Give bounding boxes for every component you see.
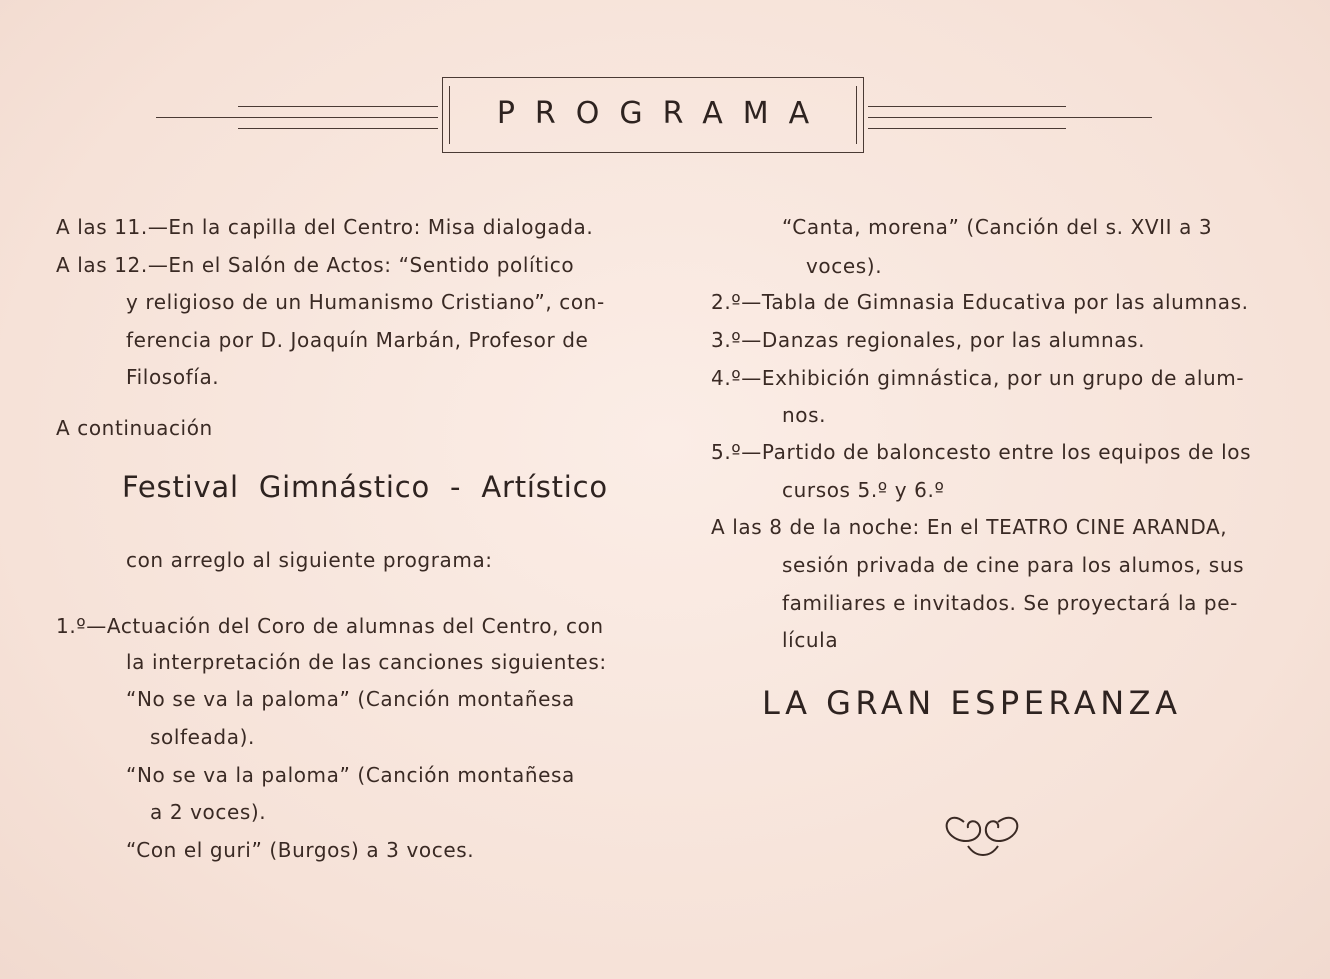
film-title: LA GRAN ESPERANZA	[762, 684, 1182, 722]
item-1: 1.º—Actuación del Coro de alumnas del Centro, con	[56, 614, 604, 638]
song-2-line2: a 2 voces).	[150, 800, 267, 824]
item-5-line2: cursos 5.º y 6.º	[782, 478, 945, 502]
evening-session-line2: sesión privada de cine para los alumos, sus	[782, 553, 1245, 577]
item-2: 2.º—Tabla de Gimnasia Educativa por las alumnas.	[711, 290, 1249, 314]
festival-heading: Festival Gimnástico - Artístico	[122, 470, 608, 504]
evening-session-line4: lícula	[782, 628, 839, 652]
item-4: 4.º—Exhibición gimnástica, por un grupo de alum-	[711, 366, 1245, 390]
continuation-label: A continuación	[56, 416, 213, 440]
program-intro: con arreglo al siguiente programa:	[126, 548, 493, 572]
schedule-11: A las 11.—En la capilla del Centro: Misa dialogada.	[56, 215, 594, 239]
schedule-12-line2: y religioso de un Humanismo Cristiano”, con-	[126, 290, 605, 314]
schedule-12-line4: Filosofía.	[126, 365, 220, 389]
item-4-line2: nos.	[782, 403, 827, 427]
page-title: PROGRAMA	[496, 96, 830, 131]
item-1-line2: la interpretación de las canciones siguientes:	[126, 650, 607, 674]
song-2: “No se va la paloma” (Canción montañesa	[126, 763, 575, 787]
song-3: “Con el guri” (Burgos) a 3 voces.	[126, 838, 475, 862]
flourish-ornament-icon	[938, 802, 1028, 862]
evening-session-line3: familiares e invitados. Se proyectará la pe-	[782, 591, 1238, 615]
schedule-12-line3: ferencia por D. Joaquín Marbán, Profesor de	[126, 328, 589, 352]
evening-session: A las 8 de la noche: En el TEATRO CINE ARANDA,	[711, 515, 1228, 539]
song-4: “Canta, morena” (Canción del s. XVII a 3	[782, 215, 1213, 239]
song-1-line2: solfeada).	[150, 725, 255, 749]
song-1: “No se va la paloma” (Canción montañesa	[126, 687, 575, 711]
title-box	[442, 77, 864, 153]
song-4-line2: voces).	[806, 254, 883, 278]
item-3: 3.º—Danzas regionales, por las alumnas.	[711, 328, 1146, 352]
schedule-12: A las 12.—En el Salón de Actos: “Sentido político	[56, 253, 575, 277]
item-5: 5.º—Partido de baloncesto entre los equipos de los	[711, 440, 1252, 464]
